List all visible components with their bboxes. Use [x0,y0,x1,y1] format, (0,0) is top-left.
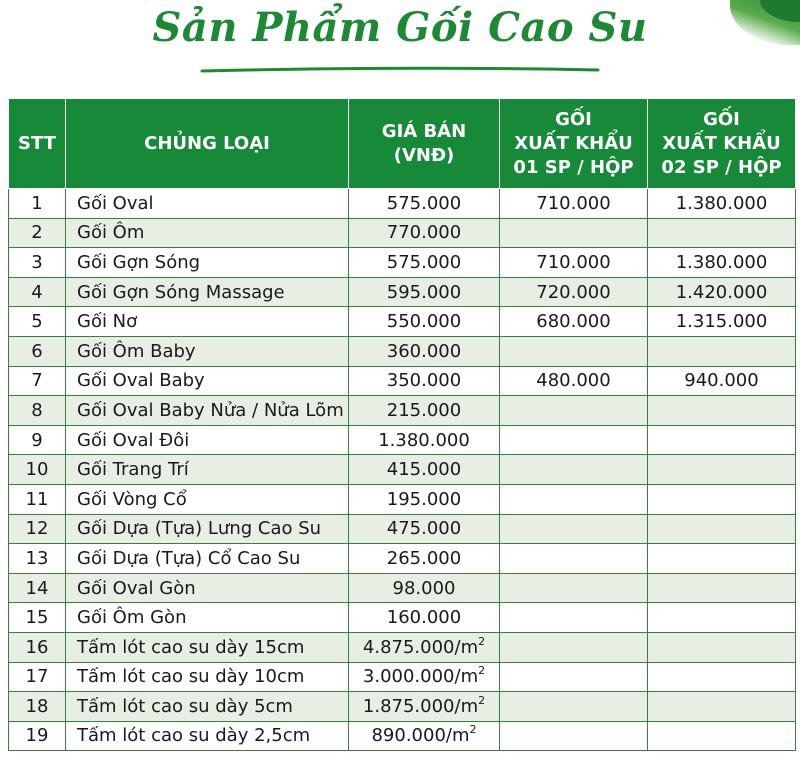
row-stt: 16 [9,632,66,662]
row-export-2 [648,573,796,603]
row-export-1 [500,662,648,692]
row-export-1 [500,455,648,485]
row-export-2 [648,721,796,751]
row-name: Gối Ôm [66,218,349,248]
row-price: 415.000 [349,455,500,485]
table-row [9,573,796,603]
row-stt: 3 [9,248,66,278]
row-stt: 4 [9,277,66,307]
row-stt: 6 [9,336,66,366]
unit-superscript: 2 [478,693,486,707]
unit-superscript: 2 [469,723,477,737]
header-export-2: GỐI XUẤT KHẨU 02 SP / HỘP [648,99,796,189]
title-underline [200,66,600,74]
row-export-2 [648,692,796,722]
row-stt: 10 [9,455,66,485]
row-stt: 11 [9,484,66,514]
row-export-1 [500,396,648,426]
table-row [9,396,796,426]
row-price: 350.000 [349,366,500,396]
row-stt: 7 [9,366,66,396]
row-price: 1.380.000 [349,425,500,455]
row-export-1: 710.000 [500,248,648,278]
row-export-1 [500,721,648,751]
row-export-1 [500,632,648,662]
unit-superscript: 2 [478,634,486,648]
row-stt: 9 [9,425,66,455]
table-row [9,603,796,633]
row-name: Gối Trang Trí [66,455,349,485]
table-row [9,632,796,662]
row-stt: 17 [9,662,66,692]
row-name: Gối Oval Gòn [66,573,349,603]
row-price: 575.000 [349,189,500,219]
table-row [9,544,796,574]
row-export-1 [500,218,648,248]
row-name: Gối Ôm Gòn [66,603,349,633]
header-stt: STT [9,99,66,189]
row-price: $3.000.000/m^2$ [349,662,500,692]
table-row [9,662,796,692]
row-export-1: 480.000 [500,366,648,396]
table-row [9,248,796,278]
unit-superscript: 2 [478,664,486,678]
row-export-2 [648,218,796,248]
row-price: 160.000 [349,603,500,633]
row-export-2 [648,336,796,366]
table-row [9,307,796,337]
table-row [9,425,796,455]
row-export-1: 710.000 [500,189,648,219]
row-price: 770.000 [349,218,500,248]
table-row [9,455,796,485]
row-export-2 [648,632,796,662]
header-export-1: GỐI XUẤT KHẨU 01 SP / HỘP [500,99,648,189]
row-export-1 [500,603,648,633]
row-export-2: 1.380.000 [648,248,796,278]
row-export-1 [500,573,648,603]
row-price: 360.000 [349,336,500,366]
row-price: 195.000 [349,484,500,514]
row-name: Gối Gợn Sóng [66,248,349,278]
row-stt: 2 [9,218,66,248]
row-name: Gối Dựa (Tựa) Lưng Cao Su [66,514,349,544]
row-name: Gối Vòng Cổ [66,484,349,514]
row-name: Gối Oval Baby Nửa / Nửa Lõm [66,396,349,426]
row-price: $1.875.000/m^2$ [349,692,500,722]
row-name: Gối Dựa (Tựa) Cổ Cao Su [66,544,349,574]
row-stt: 1 [9,189,66,219]
table-row [9,514,796,544]
row-name: Gối Gợn Sóng Massage [66,277,349,307]
row-price: $890.000/m^2$ [349,721,500,751]
row-price: 595.000 [349,277,500,307]
row-price: $4.875.000/m^2$ [349,632,500,662]
row-export-2: 940.000 [648,366,796,396]
table-row [9,336,796,366]
price-table [8,98,796,751]
row-price: 475.000 [349,514,500,544]
header-price: GIÁ BÁN (VNĐ) [349,99,500,189]
row-name: Tấm lót cao su dày 10cm [66,662,349,692]
row-stt: 13 [9,544,66,574]
row-export-1 [500,544,648,574]
row-export-1: 720.000 [500,277,648,307]
row-stt: 14 [9,573,66,603]
table-row [9,366,796,396]
page-title: Sản Phẩm Gối Cao Su [152,4,648,51]
row-price: 575.000 [349,248,500,278]
row-stt: 5 [9,307,66,337]
row-name: Tấm lót cao su dày 2,5cm [66,721,349,751]
table-row [9,721,796,751]
row-export-2: 1.315.000 [648,307,796,337]
row-export-1: 680.000 [500,307,648,337]
row-price: 265.000 [349,544,500,574]
row-export-1 [500,692,648,722]
row-name: Gối Oval Baby [66,366,349,396]
row-export-2 [648,544,796,574]
row-export-2 [648,484,796,514]
row-export-1 [500,514,648,544]
table-row [9,189,796,219]
row-export-1 [500,336,648,366]
row-export-2 [648,455,796,485]
row-name: Gối Ôm Baby [66,336,349,366]
row-name: Tấm lót cao su dày 5cm [66,692,349,722]
row-export-2 [648,662,796,692]
header-type: CHỦNG LOẠI [66,99,349,189]
row-price: 215.000 [349,396,500,426]
table-row [9,277,796,307]
row-stt: 8 [9,396,66,426]
row-export-2: 1.420.000 [648,277,796,307]
row-name: Tấm lót cao su dày 15cm [66,632,349,662]
row-stt: 12 [9,514,66,544]
row-name: Gối Oval [66,189,349,219]
row-export-1 [500,484,648,514]
row-price: 550.000 [349,307,500,337]
table-row [9,218,796,248]
table-header-row [9,99,796,189]
table-row [9,484,796,514]
row-stt: 18 [9,692,66,722]
row-export-2 [648,603,796,633]
row-stt: 15 [9,603,66,633]
row-export-2 [648,396,796,426]
row-export-2: 1.380.000 [648,189,796,219]
row-export-1 [500,425,648,455]
row-name: Gối Oval Đôi [66,425,349,455]
row-name: Gối Nơ [66,307,349,337]
row-export-2 [648,425,796,455]
row-export-2 [648,514,796,544]
row-stt: 19 [9,721,66,751]
row-price: 98.000 [349,573,500,603]
table-row [9,692,796,722]
